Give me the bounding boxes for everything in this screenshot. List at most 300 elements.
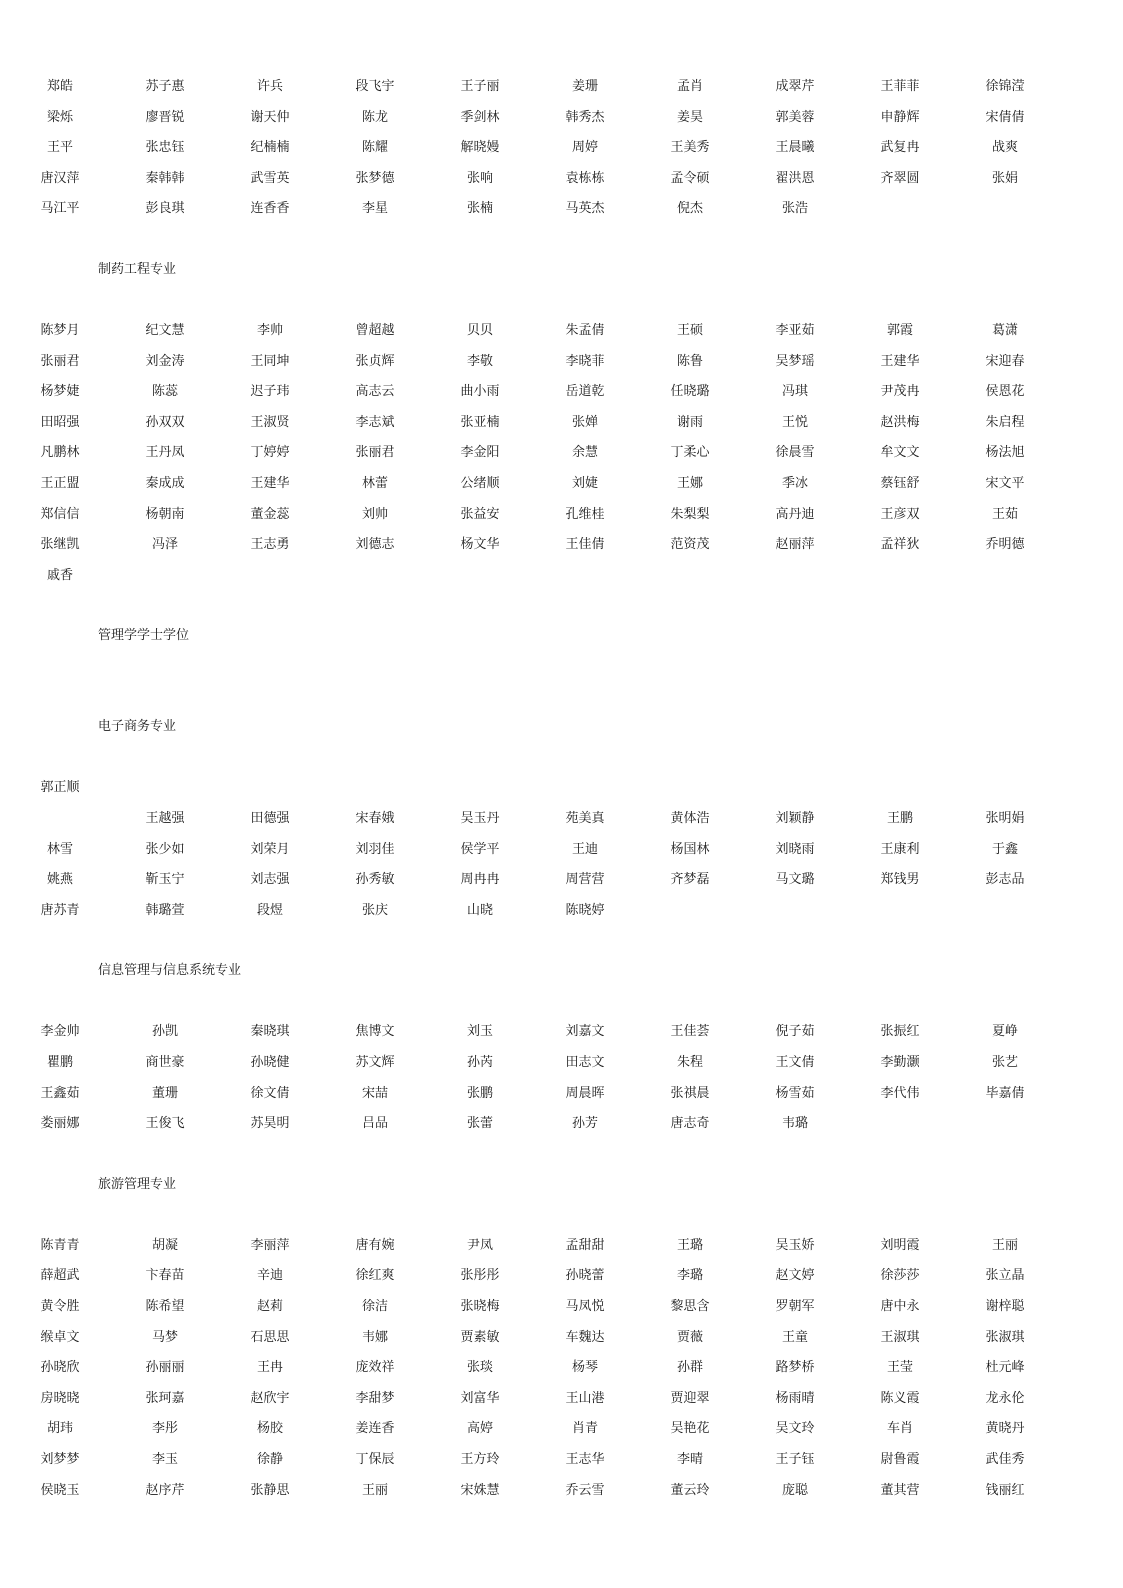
section-heading: 信息管理与信息系统专业 xyxy=(98,963,242,979)
student-name: 王越强 xyxy=(145,811,185,826)
student-name: 于鑫 xyxy=(991,841,1018,857)
student-name: 吴文玲 xyxy=(775,1421,815,1437)
student-name: 孙凯 xyxy=(151,1024,178,1040)
student-name: 赵丽萍 xyxy=(775,537,815,553)
student-name: 李星 xyxy=(361,201,388,217)
student-name: 姜连香 xyxy=(355,1421,395,1437)
student-name: 冯琪 xyxy=(781,384,808,400)
student-name: 战爽 xyxy=(991,140,1018,156)
name-row xyxy=(0,413,1123,433)
student-name: 齐梦磊 xyxy=(670,872,710,888)
student-name: 王俊飞 xyxy=(145,1116,185,1132)
student-name: 罗朝军 xyxy=(775,1299,815,1314)
student-name: 马英杰 xyxy=(565,201,605,217)
student-name: 陈希望 xyxy=(145,1299,185,1314)
student-name: 宋春娥 xyxy=(355,811,395,826)
student-name: 王璐 xyxy=(676,1237,703,1253)
student-name: 姜昊 xyxy=(676,109,703,125)
student-name: 杨梦婕 xyxy=(40,384,80,400)
student-name: 王正盟 xyxy=(40,476,80,491)
student-name: 马凤悦 xyxy=(565,1299,605,1314)
student-name: 王丹凤 xyxy=(145,445,185,461)
student-name: 宋迎春 xyxy=(985,353,1025,369)
student-name: 王彦双 xyxy=(880,506,920,522)
student-name: 唐汉萍 xyxy=(40,170,80,186)
student-name: 王文倩 xyxy=(775,1055,815,1070)
student-name: 赵序芹 xyxy=(145,1482,185,1498)
name-row xyxy=(0,1389,1123,1409)
name-row xyxy=(0,199,1123,219)
student-name: 凡鹏林 xyxy=(40,445,80,461)
student-name: 李玉 xyxy=(151,1452,178,1467)
student-name: 赵欣宇 xyxy=(250,1390,290,1406)
student-name: 黄体浩 xyxy=(670,811,710,826)
student-name: 岳道乾 xyxy=(565,384,605,400)
student-name: 缑卓文 xyxy=(40,1329,80,1345)
student-name: 王晨曦 xyxy=(775,140,815,156)
student-name: 韦娜 xyxy=(361,1329,388,1345)
student-name: 谢雨 xyxy=(676,414,703,430)
student-name: 齐翠圆 xyxy=(880,170,920,186)
student-name: 焦博文 xyxy=(355,1024,395,1040)
student-name: 谢梓聪 xyxy=(985,1299,1025,1314)
student-name: 陈义霞 xyxy=(880,1390,920,1406)
student-name: 尉鲁霞 xyxy=(880,1452,920,1467)
student-name: 张振红 xyxy=(880,1024,920,1040)
student-name: 王同坤 xyxy=(250,353,290,369)
student-name: 葛潇 xyxy=(991,323,1018,338)
student-name: 曾超越 xyxy=(355,323,395,338)
student-name: 苏昊明 xyxy=(250,1116,290,1132)
student-name: 林雪 xyxy=(46,841,73,857)
student-name: 彭志品 xyxy=(985,872,1025,888)
student-name: 朱启程 xyxy=(985,414,1025,430)
student-name: 李金帅 xyxy=(40,1024,80,1040)
student-name: 杨朝南 xyxy=(145,506,185,522)
student-name: 张婵 xyxy=(571,414,598,430)
student-name: 孙双双 xyxy=(145,414,185,430)
student-name: 孙秀敏 xyxy=(355,872,395,888)
student-name: 杨国林 xyxy=(670,841,710,857)
student-name: 董云玲 xyxy=(670,1482,710,1498)
student-name: 黎思含 xyxy=(670,1299,710,1314)
student-name: 侯学平 xyxy=(460,841,500,857)
student-name: 贾薇 xyxy=(676,1329,703,1345)
student-name: 张明娟 xyxy=(985,811,1025,826)
student-name: 姜珊 xyxy=(571,79,598,94)
student-name: 王美秀 xyxy=(670,140,710,156)
student-name: 王鹏 xyxy=(886,811,913,826)
student-name: 陈耀 xyxy=(361,140,388,156)
name-row xyxy=(0,1114,1123,1134)
student-name: 王丽 xyxy=(361,1482,388,1498)
student-name: 李代伟 xyxy=(880,1085,920,1101)
name-row xyxy=(0,321,1123,341)
student-name: 张祺晨 xyxy=(670,1085,710,1101)
student-name: 王丽 xyxy=(991,1237,1018,1253)
student-name: 马梦 xyxy=(151,1329,178,1345)
name-row xyxy=(0,901,1123,921)
student-name: 李晓菲 xyxy=(565,353,605,369)
student-name: 宋喆 xyxy=(361,1085,388,1101)
student-name: 宋姝慧 xyxy=(460,1482,500,1498)
student-name: 陈青青 xyxy=(40,1237,80,1253)
student-name: 胡玮 xyxy=(46,1421,73,1437)
name-row xyxy=(0,1328,1123,1348)
student-name: 张浩 xyxy=(781,201,808,217)
student-name: 刘志强 xyxy=(250,872,290,888)
student-name: 唐有婉 xyxy=(355,1237,395,1253)
student-name: 李甜梦 xyxy=(355,1390,395,1406)
student-name: 宋倩倩 xyxy=(985,109,1025,125)
student-name: 许兵 xyxy=(256,79,283,94)
student-name: 尹凤 xyxy=(466,1237,493,1253)
student-name: 韩秀杰 xyxy=(565,109,605,125)
student-name: 刘德志 xyxy=(355,537,395,553)
student-name: 任晓璐 xyxy=(670,384,710,400)
student-name: 王建华 xyxy=(250,476,290,491)
student-name: 黄晓丹 xyxy=(985,1421,1025,1437)
name-row xyxy=(0,535,1123,555)
student-name: 苑美真 xyxy=(565,811,605,826)
student-name: 段煜 xyxy=(256,902,283,918)
name-row xyxy=(0,1481,1123,1501)
student-name: 成翠芹 xyxy=(775,79,815,94)
student-name: 山晓 xyxy=(466,902,493,918)
section-heading: 电子商务专业 xyxy=(98,719,177,735)
student-name: 张晓梅 xyxy=(460,1299,500,1314)
student-name: 侯晓玉 xyxy=(40,1482,80,1498)
student-name: 秦成成 xyxy=(145,476,185,491)
student-name: 张响 xyxy=(466,170,493,186)
student-name: 王莹 xyxy=(886,1360,913,1376)
student-name: 张珂嘉 xyxy=(145,1390,185,1406)
student-name: 杨雪茹 xyxy=(775,1085,815,1101)
student-name: 夏峥 xyxy=(991,1024,1018,1040)
name-row xyxy=(0,169,1123,189)
student-name: 车肖 xyxy=(886,1421,913,1437)
student-name: 郭正顺 xyxy=(40,780,80,796)
student-name: 贾素敏 xyxy=(460,1329,500,1345)
student-name: 肖青 xyxy=(571,1421,598,1437)
section-heading: 旅游管理专业 xyxy=(98,1176,177,1192)
student-name: 李晴 xyxy=(676,1452,703,1467)
student-name: 孙芳 xyxy=(571,1116,598,1132)
student-name: 刘富华 xyxy=(460,1390,500,1406)
student-name: 李丽萍 xyxy=(250,1237,290,1253)
student-name: 王迪 xyxy=(571,841,598,857)
student-name: 李璐 xyxy=(676,1268,703,1284)
student-name: 王淑贤 xyxy=(250,414,290,430)
student-name: 武复冉 xyxy=(880,140,920,156)
student-name: 王建华 xyxy=(880,353,920,369)
student-name: 王子钰 xyxy=(775,1452,815,1467)
student-name: 郭霞 xyxy=(886,323,913,338)
student-name: 连香香 xyxy=(250,201,290,217)
student-name: 刘荣月 xyxy=(250,841,290,857)
student-name: 李志斌 xyxy=(355,414,395,430)
student-name: 王方玲 xyxy=(460,1452,500,1467)
name-row xyxy=(0,474,1123,494)
student-name: 袁栋栋 xyxy=(565,170,605,186)
name-row xyxy=(0,1419,1123,1439)
student-name: 张彤彤 xyxy=(460,1268,500,1284)
student-name: 林蕾 xyxy=(361,476,388,491)
student-name: 乔明德 xyxy=(985,537,1025,553)
student-name: 徐文倩 xyxy=(250,1085,290,1101)
student-name: 尹茂冉 xyxy=(880,384,920,400)
student-name: 刘玉 xyxy=(466,1024,493,1040)
student-name: 刘婕 xyxy=(571,476,598,491)
student-name: 张忠钰 xyxy=(145,140,185,156)
student-name: 张梦德 xyxy=(355,170,395,186)
student-name: 辛迪 xyxy=(256,1268,283,1284)
student-name: 朱梨梨 xyxy=(670,506,710,522)
student-name: 徐晨雪 xyxy=(775,445,815,461)
student-name: 李亚茹 xyxy=(775,323,815,338)
name-row xyxy=(0,840,1123,860)
student-name: 纪楠楠 xyxy=(250,140,290,156)
student-name: 吴艳花 xyxy=(670,1421,710,1437)
student-name: 刘嘉文 xyxy=(565,1024,605,1040)
student-name: 段飞宇 xyxy=(355,79,395,94)
student-name: 王志华 xyxy=(565,1452,605,1467)
student-name: 季剑林 xyxy=(460,109,500,125)
student-name: 王淑琪 xyxy=(880,1329,920,1345)
student-name: 李敬 xyxy=(466,353,493,369)
student-name: 王志勇 xyxy=(250,537,290,553)
student-name: 张庆 xyxy=(361,902,388,918)
student-name: 王子丽 xyxy=(460,79,500,94)
student-name: 郑钱男 xyxy=(880,872,920,888)
student-name: 孙晓健 xyxy=(250,1055,290,1070)
student-name: 韩璐萱 xyxy=(145,902,185,918)
student-name: 张琰 xyxy=(466,1360,493,1376)
student-name: 张亚楠 xyxy=(460,414,500,430)
student-name: 靳玉宁 xyxy=(145,872,185,888)
student-name: 周晨晖 xyxy=(565,1085,605,1101)
student-name: 秦晓琪 xyxy=(250,1024,290,1040)
student-name: 贝贝 xyxy=(466,323,493,338)
student-name: 田德强 xyxy=(250,811,290,826)
student-name: 牟文文 xyxy=(880,445,920,461)
student-name: 王平 xyxy=(46,140,73,156)
student-name: 路梦桥 xyxy=(775,1360,815,1376)
name-row xyxy=(0,352,1123,372)
student-name: 杨胶 xyxy=(256,1421,283,1437)
student-name: 张静思 xyxy=(250,1482,290,1498)
student-name: 张少如 xyxy=(145,841,185,857)
student-name: 徐锦滢 xyxy=(985,79,1025,94)
student-name: 刘金涛 xyxy=(145,353,185,369)
student-name: 周冉冉 xyxy=(460,872,500,888)
name-row xyxy=(0,1236,1123,1256)
student-name: 陈晓婷 xyxy=(565,902,605,918)
student-name: 张继凯 xyxy=(40,537,80,553)
name-row xyxy=(0,138,1123,158)
student-name: 刘帅 xyxy=(361,506,388,522)
student-name: 倪杰 xyxy=(676,201,703,217)
student-name: 张楠 xyxy=(466,201,493,217)
student-name: 徐莎莎 xyxy=(880,1268,920,1284)
student-name: 唐苏青 xyxy=(40,902,80,918)
name-row xyxy=(0,505,1123,525)
student-name: 唐中永 xyxy=(880,1299,920,1314)
student-name: 王山港 xyxy=(565,1390,605,1406)
student-name: 吴梦瑶 xyxy=(775,353,815,369)
student-name: 卞春苗 xyxy=(145,1268,185,1284)
student-name: 田志文 xyxy=(565,1055,605,1070)
student-name: 武雪英 xyxy=(250,170,290,186)
student-name: 周营营 xyxy=(565,872,605,888)
student-name: 张贞辉 xyxy=(355,353,395,369)
student-name: 倪子茹 xyxy=(775,1024,815,1040)
student-name: 朱程 xyxy=(676,1055,703,1070)
student-name: 李彤 xyxy=(151,1421,178,1437)
student-name: 廖晋锐 xyxy=(145,109,185,125)
student-name: 孙晓欣 xyxy=(40,1360,80,1376)
student-name: 张丽君 xyxy=(355,445,395,461)
student-name: 房晓晓 xyxy=(40,1390,80,1406)
student-name: 秦韩韩 xyxy=(145,170,185,186)
student-name: 张立晶 xyxy=(985,1268,1025,1284)
name-row xyxy=(0,77,1123,97)
student-name: 董珊 xyxy=(151,1085,178,1101)
student-name: 侯恩花 xyxy=(985,384,1025,400)
student-name: 陈鲁 xyxy=(676,353,703,369)
student-name: 娄丽娜 xyxy=(40,1116,80,1132)
student-name: 季冰 xyxy=(781,476,808,491)
student-name: 丁婷婷 xyxy=(250,445,290,461)
student-name: 张娟 xyxy=(991,170,1018,186)
student-name: 高婷 xyxy=(466,1421,493,1437)
student-name: 翟洪恩 xyxy=(775,170,815,186)
student-name: 石思思 xyxy=(250,1329,290,1345)
student-name: 高丹迪 xyxy=(775,506,815,522)
student-name: 徐红爽 xyxy=(355,1268,395,1284)
student-name: 王娜 xyxy=(676,476,703,491)
student-name: 戚香 xyxy=(46,567,73,583)
student-name: 孙晓蕾 xyxy=(565,1268,605,1284)
name-row xyxy=(0,1022,1123,1042)
name-row xyxy=(0,382,1123,402)
student-name: 李金阳 xyxy=(460,445,500,461)
student-name: 曲小雨 xyxy=(460,384,500,400)
student-name: 彭良琪 xyxy=(145,201,185,217)
student-name: 吴玉娇 xyxy=(775,1237,815,1253)
student-name: 冯泽 xyxy=(151,537,178,553)
section-heading: 管理学学士学位 xyxy=(98,628,190,644)
student-name: 刘晓雨 xyxy=(775,841,815,857)
student-name: 郭美蓉 xyxy=(775,109,815,125)
student-name: 苏子惠 xyxy=(145,79,185,94)
student-name: 董其营 xyxy=(880,1482,920,1498)
student-name: 宋文平 xyxy=(985,476,1025,491)
student-name: 孟祥狄 xyxy=(880,537,920,553)
name-row xyxy=(0,1053,1123,1073)
student-name: 谢天仲 xyxy=(250,109,290,125)
student-name: 高志云 xyxy=(355,384,395,400)
student-name: 赵莉 xyxy=(256,1299,283,1314)
student-name: 刘羽佳 xyxy=(355,841,395,857)
student-name: 王佳荟 xyxy=(670,1024,710,1040)
student-name: 钱丽红 xyxy=(985,1482,1025,1498)
student-name: 孙丽丽 xyxy=(145,1360,185,1376)
student-name: 张蕾 xyxy=(466,1116,493,1132)
student-name: 刘颖静 xyxy=(775,811,815,826)
student-name: 张艺 xyxy=(991,1055,1018,1070)
student-name: 赵文婷 xyxy=(775,1268,815,1284)
student-name: 申静辉 xyxy=(880,109,920,125)
student-name: 蔡钰舒 xyxy=(880,476,920,491)
name-row xyxy=(0,1450,1123,1470)
student-name: 贾迎翠 xyxy=(670,1390,710,1406)
name-row xyxy=(0,778,1123,798)
student-name: 徐静 xyxy=(256,1452,283,1467)
student-name: 陈龙 xyxy=(361,109,388,125)
student-name: 杨法旭 xyxy=(985,445,1025,461)
student-name: 吴玉丹 xyxy=(460,811,500,826)
student-name: 董金蕊 xyxy=(250,506,290,522)
student-name: 王童 xyxy=(781,1329,808,1345)
student-name: 孙群 xyxy=(676,1360,703,1376)
student-name: 范资茂 xyxy=(670,537,710,553)
student-name: 张丽君 xyxy=(40,353,80,369)
student-name: 孟肖 xyxy=(676,79,703,94)
student-name: 刘明霞 xyxy=(880,1237,920,1253)
student-name: 马文璐 xyxy=(775,872,815,888)
student-name: 武佳秀 xyxy=(985,1452,1025,1467)
student-name: 徐洁 xyxy=(361,1299,388,1314)
student-name: 丁保辰 xyxy=(355,1452,395,1467)
student-name: 薛超武 xyxy=(40,1268,80,1284)
student-name: 王菲菲 xyxy=(880,79,920,94)
student-name: 毕嘉倩 xyxy=(985,1085,1025,1101)
student-name: 韦璐 xyxy=(781,1116,808,1132)
student-name: 解晓嫚 xyxy=(460,140,500,156)
student-name: 黄令胜 xyxy=(40,1299,80,1314)
student-name: 王康利 xyxy=(880,841,920,857)
student-name: 杨文华 xyxy=(460,537,500,553)
student-name: 张淑琪 xyxy=(985,1329,1025,1345)
student-name: 纪文慧 xyxy=(145,323,185,338)
student-name: 杜元峰 xyxy=(985,1360,1025,1376)
student-name: 迟子玮 xyxy=(250,384,290,400)
student-name: 李帅 xyxy=(256,323,283,338)
name-row xyxy=(0,809,1123,829)
section-heading: 制药工程专业 xyxy=(98,262,177,277)
student-name: 孔维桂 xyxy=(565,506,605,522)
name-row xyxy=(0,1297,1123,1317)
student-name: 庞效祥 xyxy=(355,1360,395,1376)
student-name: 吕品 xyxy=(361,1116,388,1132)
student-name: 王茹 xyxy=(991,506,1018,522)
student-name: 商世豪 xyxy=(145,1055,185,1070)
student-name: 李勤灏 xyxy=(880,1055,920,1070)
student-name: 赵洪梅 xyxy=(880,414,920,430)
student-name: 车魏达 xyxy=(565,1329,605,1345)
name-row xyxy=(0,870,1123,890)
student-name: 郑信信 xyxy=(40,506,80,522)
student-name: 乔云雪 xyxy=(565,1482,605,1498)
student-name: 陈梦月 xyxy=(40,323,80,338)
student-name: 孙芮 xyxy=(466,1055,493,1070)
student-name: 陈蕊 xyxy=(151,384,178,400)
student-name: 田昭强 xyxy=(40,414,80,430)
student-name: 张鹏 xyxy=(466,1085,493,1101)
name-row xyxy=(0,443,1123,463)
student-name: 郑皓 xyxy=(46,79,73,94)
